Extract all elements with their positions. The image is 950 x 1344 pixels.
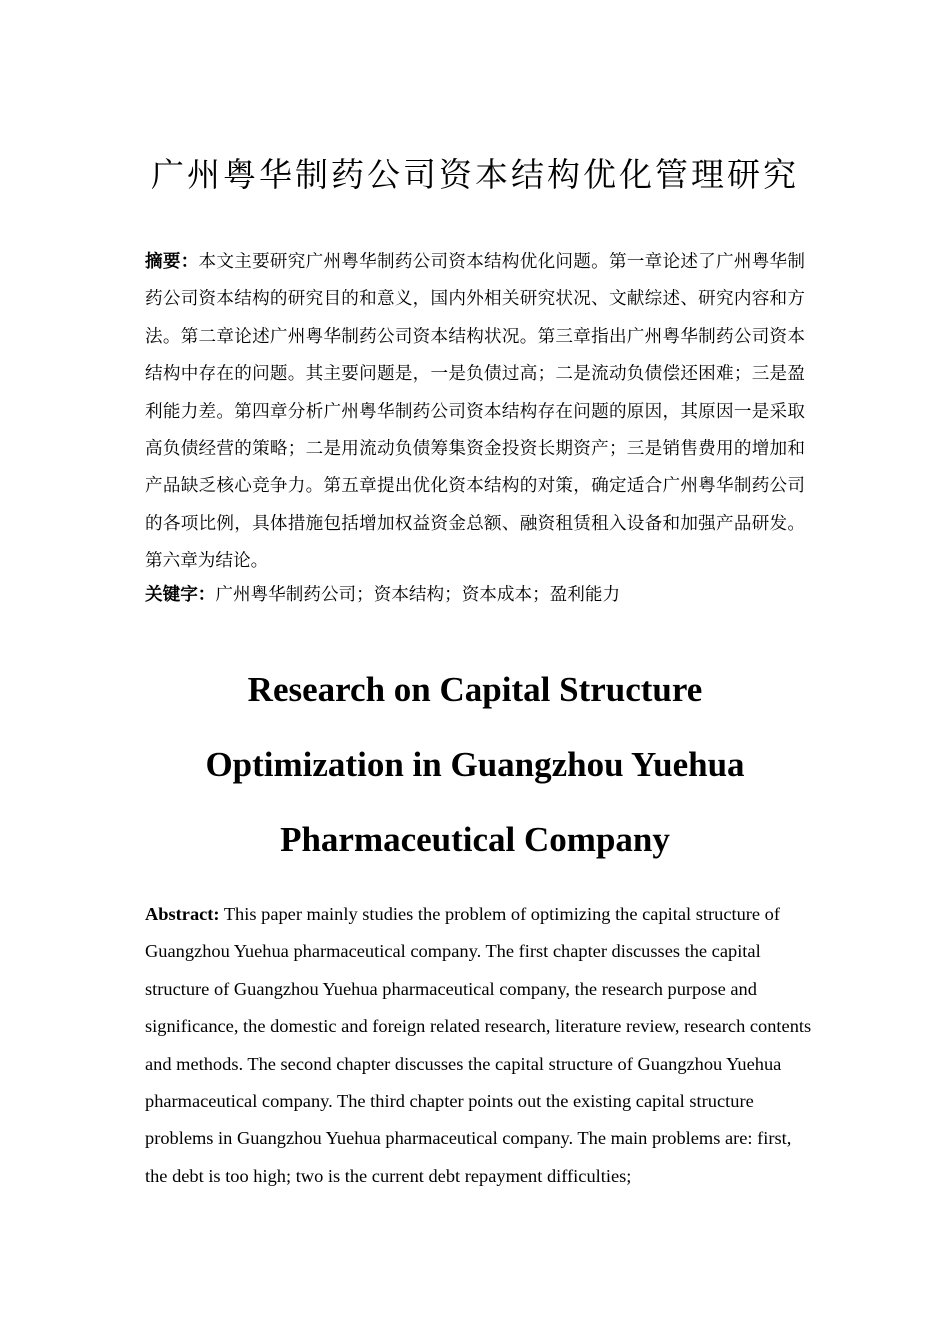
- chinese-abstract: [145, 244, 805, 581]
- chinese-abstract-text: 本文主要研究广州粤华制药公司资本结构优化问题。第一章论述了广州粤华制药公司资本结构的研究目的和意义，国内外相关研究状况、文献综述、研究内容和方法。第二章论述广州粤华制药公司资本结构状况。第三章指出广州粤华制药公司资本结构中存在的问题。其主要问题是，一是负债过高；二是流动负债偿还困难；三是盈利能力差。第四章分析广州粤华制药公司资本结构存在问题的原因，其原因一是采取高负债经营的策略；二是用流动负债筹集资金投资长期资产；三是销售费用的增加和产品缺乏核心竞争力。第五章提出优化资本结构的对策，确定适合广州粤华制药公司的各项比例，具体措施包括增加权益资金总额、融资租赁租入设备和加强产品研发。第六章为结论。: [145, 252, 805, 572]
- english-abstract-label: Abstract:: [145, 904, 220, 924]
- chinese-keywords-text: 广州粤华制药公司；资本结构；资本成本；盈利能力: [215, 585, 621, 605]
- english-abstract: [145, 896, 813, 1195]
- chinese-keywords: [145, 578, 805, 612]
- english-title-line-1: Research on Capital Structure: [247, 670, 703, 709]
- english-abstract-text: This paper mainly studies the problem of optimizing the capital structure of Guangzhou Yuehua pharmaceutical company. The first chapter discusses the capital structure of Guangzhou Yuehua pharmaceutical company, the research purpose and significance, the domestic and foreign related research, literature review, research contents and methods. The second chapter discusses the capital structure of Guangzhou Yuehua pharmaceutical company. The third chapter points out the existing capital structure problems in Guangzhou Yuehua pharmaceutical company. The main problems are: first, the debt is too high; two is the current debt repayment difficulties;: [145, 904, 812, 1186]
- chinese-abstract-label: 摘要：: [145, 252, 199, 272]
- english-title-line-2: Optimization in Guangzhou Yuehua: [205, 745, 745, 784]
- english-title-line-3: Pharmaceutical Company: [280, 820, 670, 859]
- english-title: [100, 652, 850, 877]
- chinese-title: 广州粤华制药公司资本结构优化管理研究: [151, 155, 799, 194]
- chinese-keywords-label: 关键字：: [145, 585, 216, 605]
